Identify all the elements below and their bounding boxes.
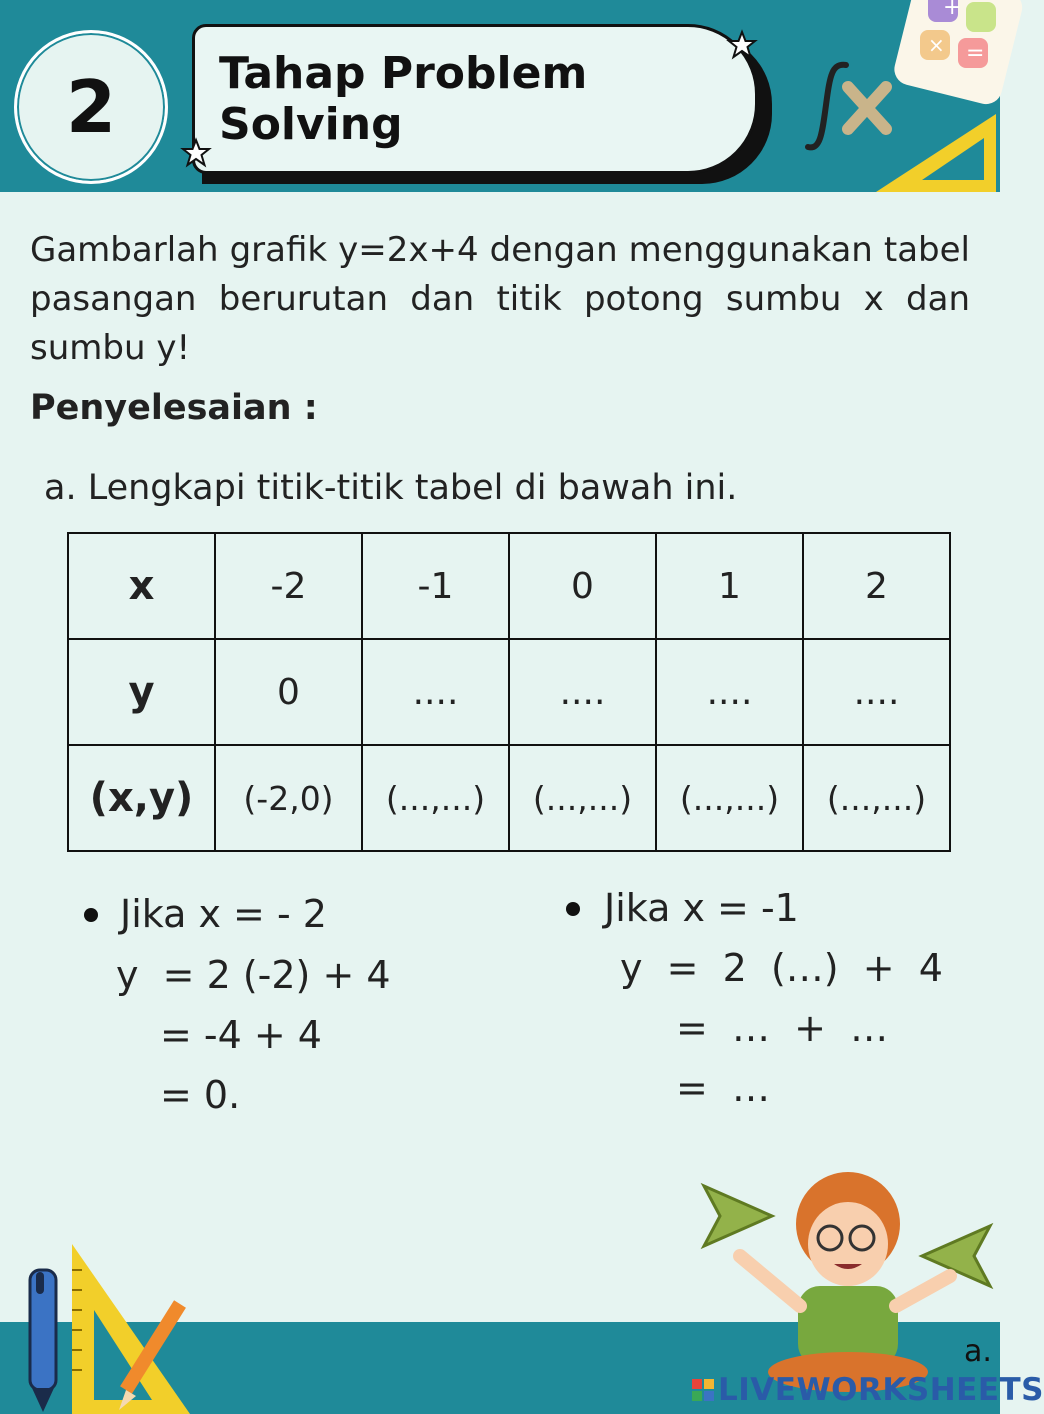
example-left-line2: = -4 + 4	[160, 1013, 322, 1057]
table-row	[68, 533, 950, 639]
star-icon	[181, 138, 211, 168]
triangle-ruler-icon	[872, 108, 1000, 196]
row-header: x	[68, 533, 215, 639]
svg-text:×: ×	[928, 33, 945, 57]
page-title: Tahap Problem Solving	[192, 24, 758, 174]
corner-label: a.	[964, 1334, 992, 1369]
table-cell: 2	[803, 533, 950, 639]
calculator-icon	[900, 0, 1010, 100]
brand-name: LIVEWORKSHEETS	[718, 1372, 1044, 1408]
table-cell: 0	[509, 533, 656, 639]
answer-field[interactable]: ....	[656, 639, 803, 745]
row-header: y	[68, 639, 215, 745]
kid-illustration	[690, 1166, 1000, 1376]
bullet-icon	[84, 908, 98, 922]
example-right-line1[interactable]: y = 2 (…) + 4	[620, 946, 943, 990]
values-table	[67, 532, 951, 852]
example-right-line3[interactable]: = …	[676, 1066, 770, 1110]
table-row	[68, 639, 950, 745]
bullet-icon	[566, 902, 580, 916]
table-row	[68, 745, 950, 851]
step-number-badge: 2	[14, 30, 168, 184]
example-left-condition: Jika x = - 2	[120, 892, 327, 936]
table-cell: 0	[215, 639, 362, 745]
brand-logo[interactable]	[692, 1372, 1044, 1408]
star-icon	[727, 30, 757, 60]
table-cell: (-2,0)	[215, 745, 362, 851]
instruction-text: a. Lengkapi titik-titik tabel di bawah ini.	[44, 468, 738, 508]
answer-field[interactable]: ....	[362, 639, 509, 745]
answer-field[interactable]: (...,...)	[656, 745, 803, 851]
answer-field[interactable]: (...,...)	[362, 745, 509, 851]
svg-text:=: =	[966, 41, 985, 66]
example-left-line1: y = 2 (-2) + 4	[116, 953, 391, 997]
example-left-line3: = 0.	[160, 1073, 241, 1117]
svg-text:+: +	[943, 0, 962, 20]
row-header: (x,y)	[68, 745, 215, 851]
question-text: Gambarlah grafik y=2x+4 dengan menggunakan tabel pasangan berurutan dan titik potong sumbu x dan sumbu y!	[30, 230, 970, 368]
brand-mark-icon	[692, 1379, 714, 1401]
answer-field[interactable]: (...,...)	[509, 745, 656, 851]
example-right-line2[interactable]: = … + …	[676, 1006, 889, 1050]
solution-heading: Penyelesaian :	[30, 388, 318, 428]
answer-field[interactable]: ....	[509, 639, 656, 745]
table-cell: 1	[656, 533, 803, 639]
table-cell: -2	[215, 533, 362, 639]
example-right-condition: Jika x = -1	[604, 886, 799, 930]
table-cell: -1	[362, 533, 509, 639]
answer-field[interactable]: ....	[803, 639, 950, 745]
answer-field[interactable]: (...,...)	[803, 745, 950, 851]
stationery-illustration	[20, 1240, 200, 1414]
